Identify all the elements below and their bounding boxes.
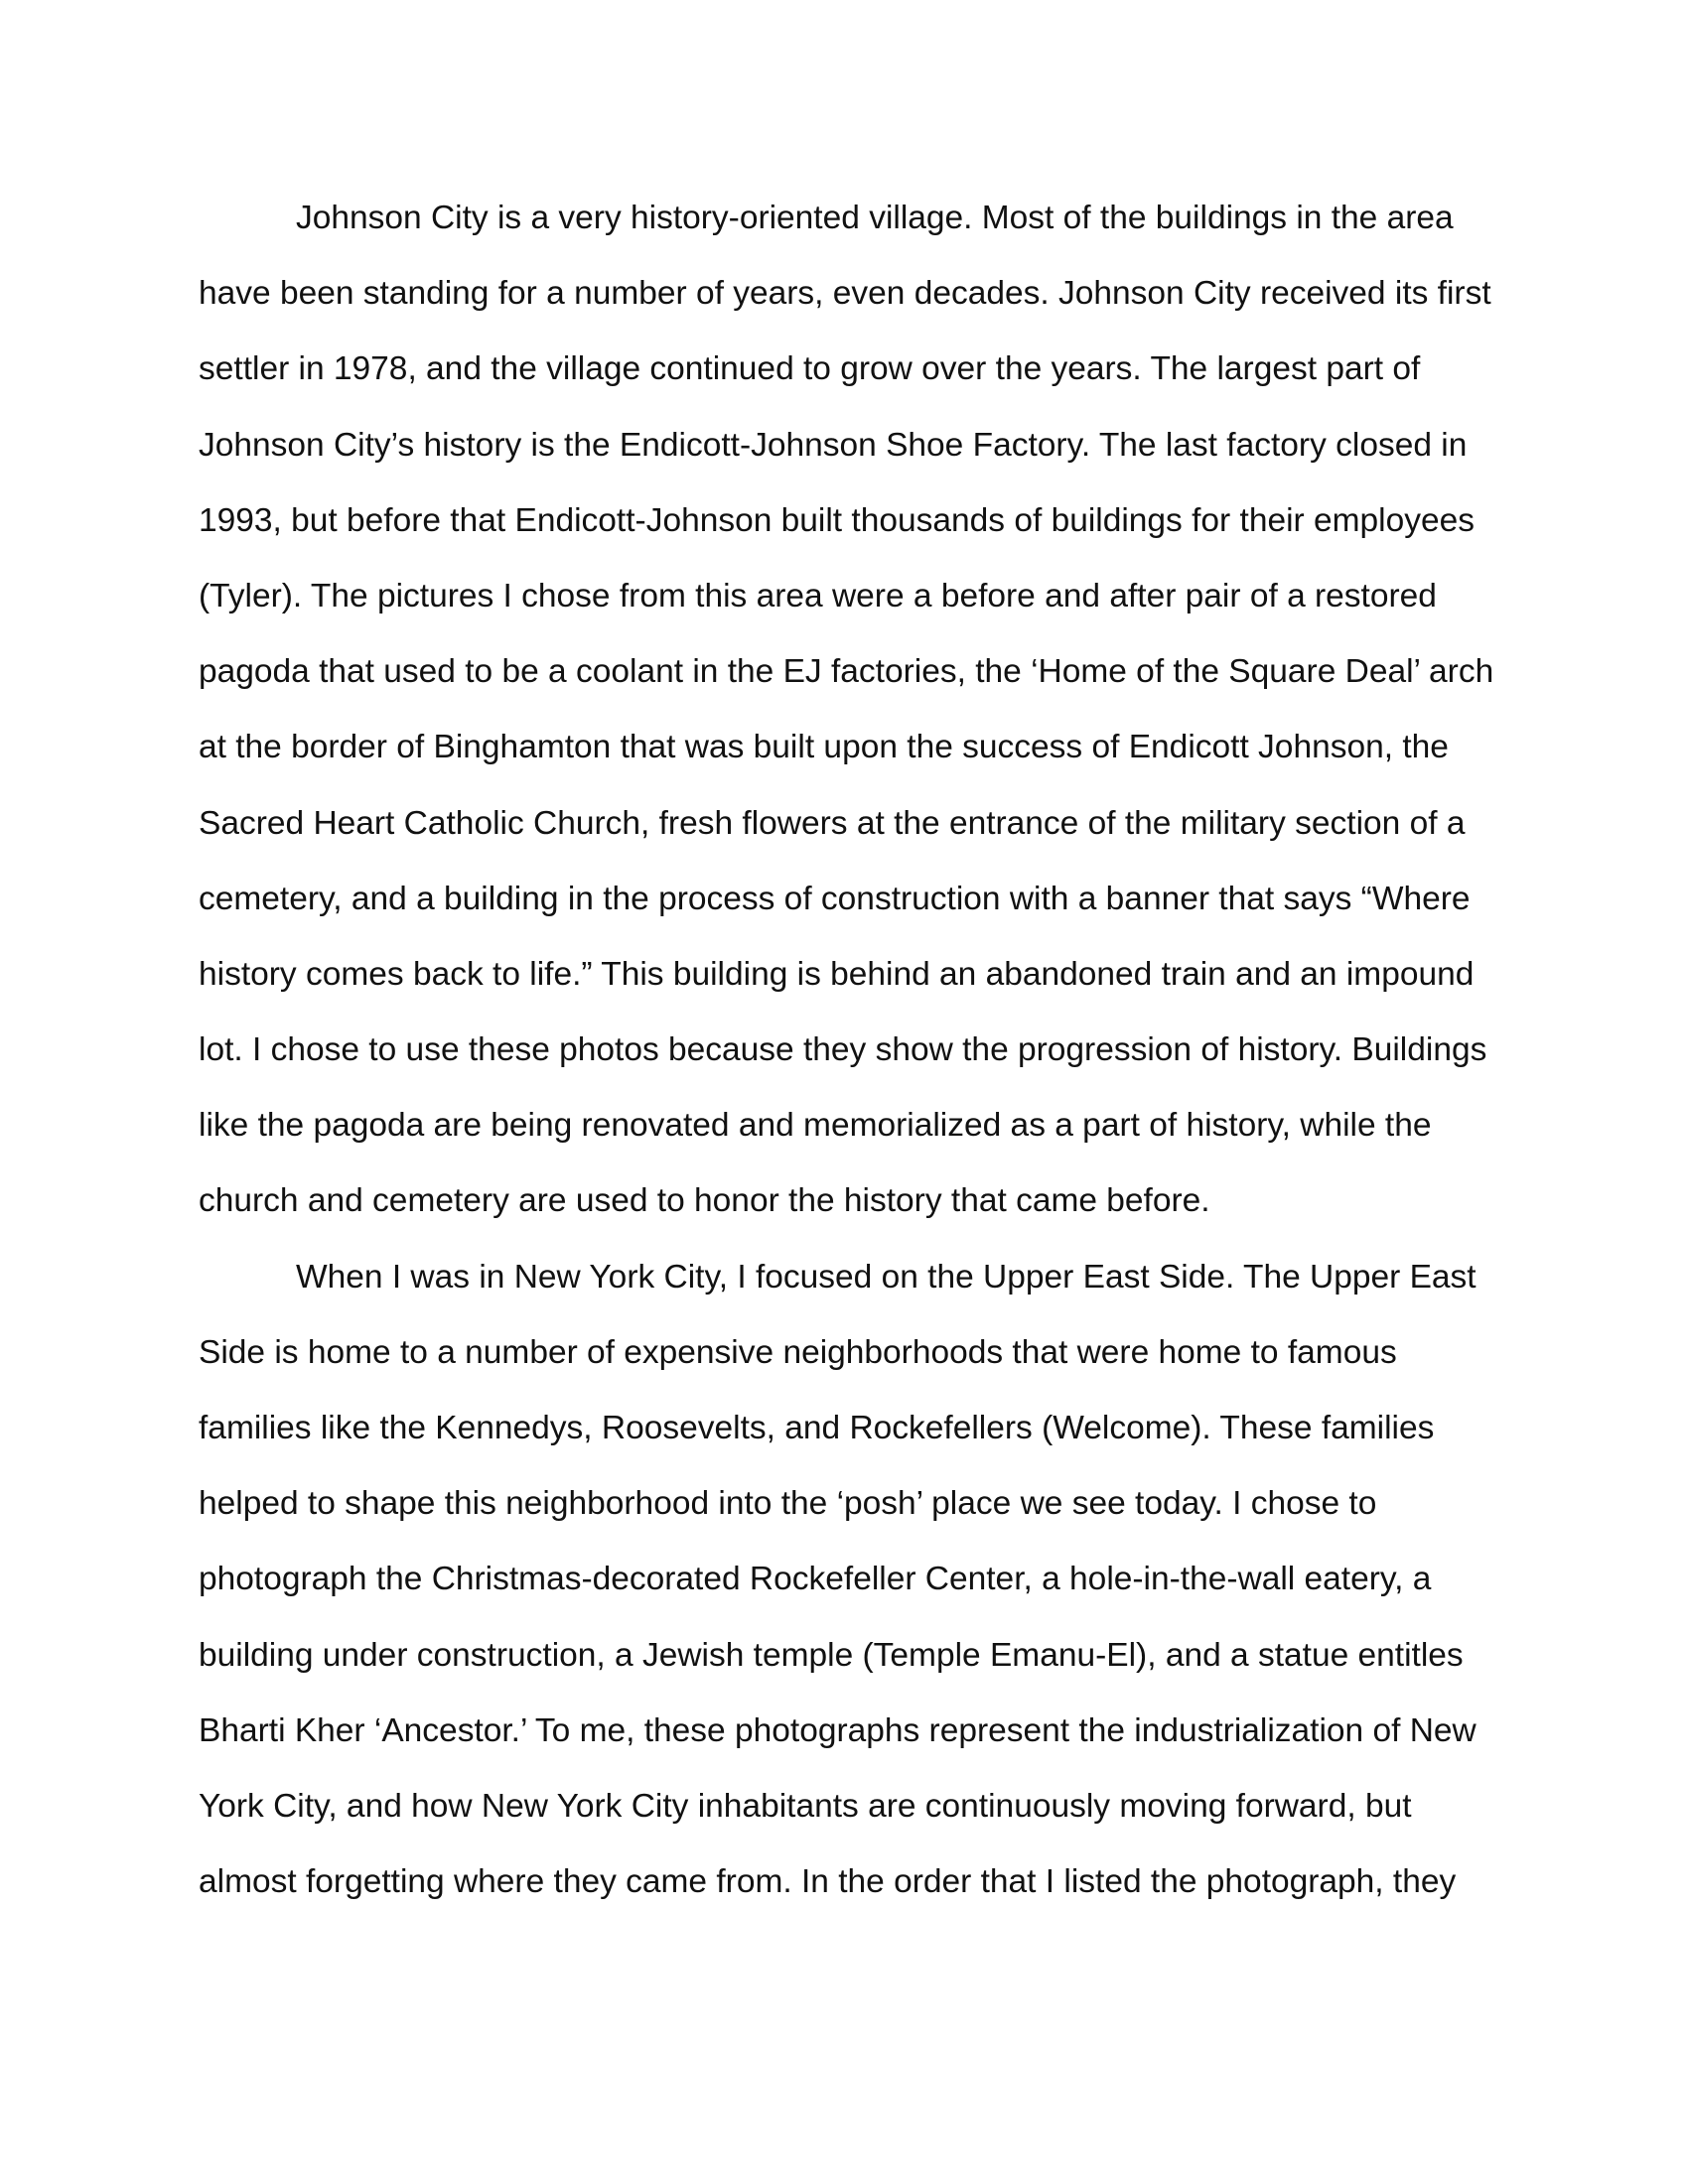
text-line: (Tyler). The pictures I chose from this area were a before and after pair of a restored: [199, 577, 1437, 614]
text-line: Bharti Kher ‘Ancestor.’ To me, these photographs represent the industrialization of New: [199, 1711, 1477, 1749]
text-line: building under construction, a Jewish temple (Temple Emanu-El), and a statue entitles: [199, 1636, 1464, 1674]
text-line: families like the Kennedys, Roosevelts, and Rockefellers (Welcome). These families: [199, 1410, 1435, 1446]
text-line: Johnson City is a very history-oriented village. Most of the buildings in the area: [296, 200, 1454, 236]
text-line: lot. I chose to use these photos because they show the progression of history. Buildings: [199, 1031, 1487, 1069]
text-line: church and cemetery are used to honor the history that came before.: [199, 1182, 1210, 1220]
text-line: 1993, but before that Endicott-Johnson built thousands of buildings for their employees: [199, 501, 1475, 539]
text-line: cemetery, and a building in the process of construction with a banner that says “Where: [199, 880, 1471, 917]
text-line: Sacred Heart Catholic Church, fresh flowers at the entrance of the military section of a: [199, 804, 1466, 842]
text-line: at the border of Binghamton that was built upon the success of Endicott Johnson, the: [199, 729, 1449, 766]
text-line: When I was in New York City, I focused on the Upper East Side. The Upper East: [296, 1258, 1477, 1296]
paragraph-johnson-city: [199, 197, 1494, 1256]
text-line: pagoda that used to be a coolant in the EJ factories, the ‘Home of the Square Deal’ arch: [199, 653, 1494, 691]
text-line: Johnson City’s history is the Endicott-Johnson Shoe Factory. The last factory closed in: [199, 426, 1468, 464]
text-line: have been standing for a number of years, even decades. Johnson City received its first: [199, 275, 1491, 313]
document-body: [199, 197, 1494, 1936]
text-line: Side is home to a number of expensive neighborhoods that were home to famous: [199, 1333, 1397, 1371]
text-line: settler in 1978, and the village continued to grow over the years. The largest part of: [199, 350, 1421, 388]
text-line: history comes back to life.” This building is behind an abandoned train and an impound: [199, 955, 1475, 993]
paragraph-new-york-city: [199, 1256, 1489, 1937]
text-line: like the pagoda are being renovated and memorialized as a part of history, while the: [199, 1107, 1432, 1145]
text-line: photograph the Christmas-decorated Rockefeller Center, a hole-in-the-wall eatery, a: [199, 1561, 1432, 1598]
text-line: York City, and how New York City inhabitants are continuously moving forward, but: [199, 1787, 1412, 1825]
text-line: almost forgetting where they came from. In the order that I listed the photograph, they: [199, 1863, 1457, 1901]
text-line: helped to shape this neighborhood into the ‘posh’ place we see today. I chose to: [199, 1485, 1377, 1523]
